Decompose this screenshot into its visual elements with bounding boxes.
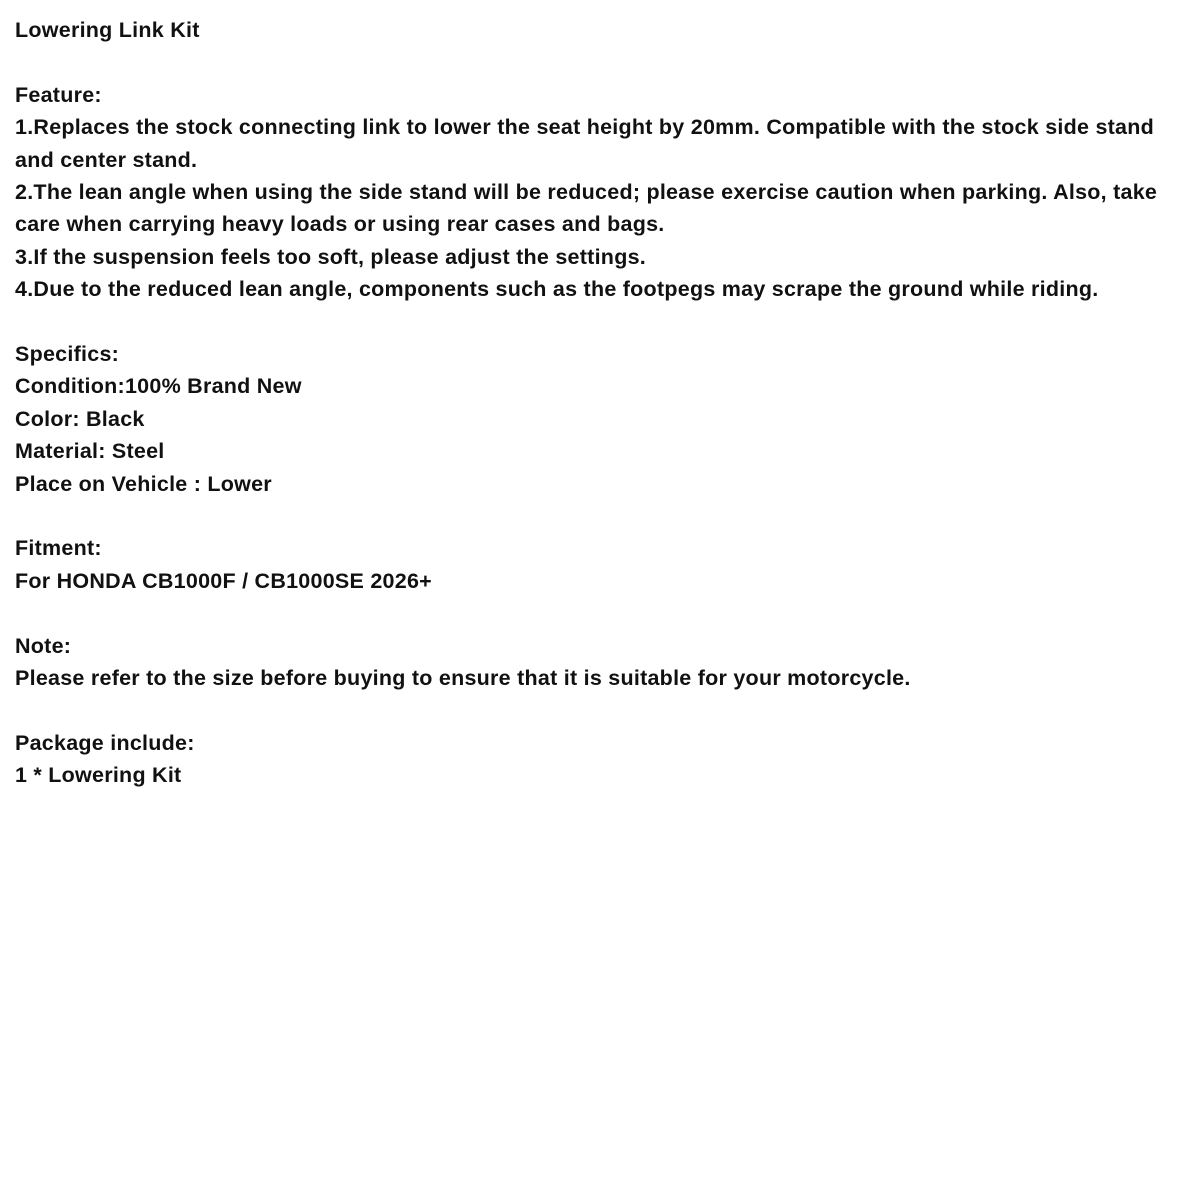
spacer <box>15 306 1195 338</box>
spacer <box>15 694 1195 726</box>
fitment-text: For HONDA CB1000F / CB1000SE 2026+ <box>15 568 432 593</box>
spec-placement: Place on Vehicle : Lower <box>15 471 272 496</box>
spec-color: Color: Black <box>15 406 145 431</box>
feature-item-3: 3.If the suspension feels too soft, please adjust the settings. <box>15 244 647 269</box>
feature-item-4: 4.Due to the reduced lean angle, components such as the footpegs may scrape the ground while riding. <box>15 277 1099 302</box>
package-heading: Package include: <box>15 730 195 755</box>
package-text: 1 * Lowering Kit <box>15 763 182 788</box>
specifics-heading: Specifics: <box>15 342 120 367</box>
feature-item-2: 2.The lean angle when using the side stand will be reduced; please exercise caution when parking. Also, take care when carrying heavy loads or using rear cases and bags. <box>15 180 1158 237</box>
document-title: Lowering Link Kit <box>15 18 200 42</box>
feature-heading: Feature: <box>15 82 102 107</box>
spec-material: Material: Steel <box>15 439 165 464</box>
spacer <box>15 500 1195 532</box>
spacer <box>15 597 1195 629</box>
note-heading: Note: <box>15 633 72 658</box>
feature-item-1: 1.Replaces the stock connecting link to lower the seat height by 20mm. Compatible with the stock side stand and center stand. <box>15 115 1155 172</box>
product-description <box>15 14 1195 792</box>
note-text: Please refer to the size before buying to ensure that it is suitable for your motorcycle. <box>15 666 911 691</box>
spec-condition: Condition:100% Brand New <box>15 374 302 399</box>
spacer <box>15 46 1195 78</box>
fitment-heading: Fitment: <box>15 536 102 561</box>
